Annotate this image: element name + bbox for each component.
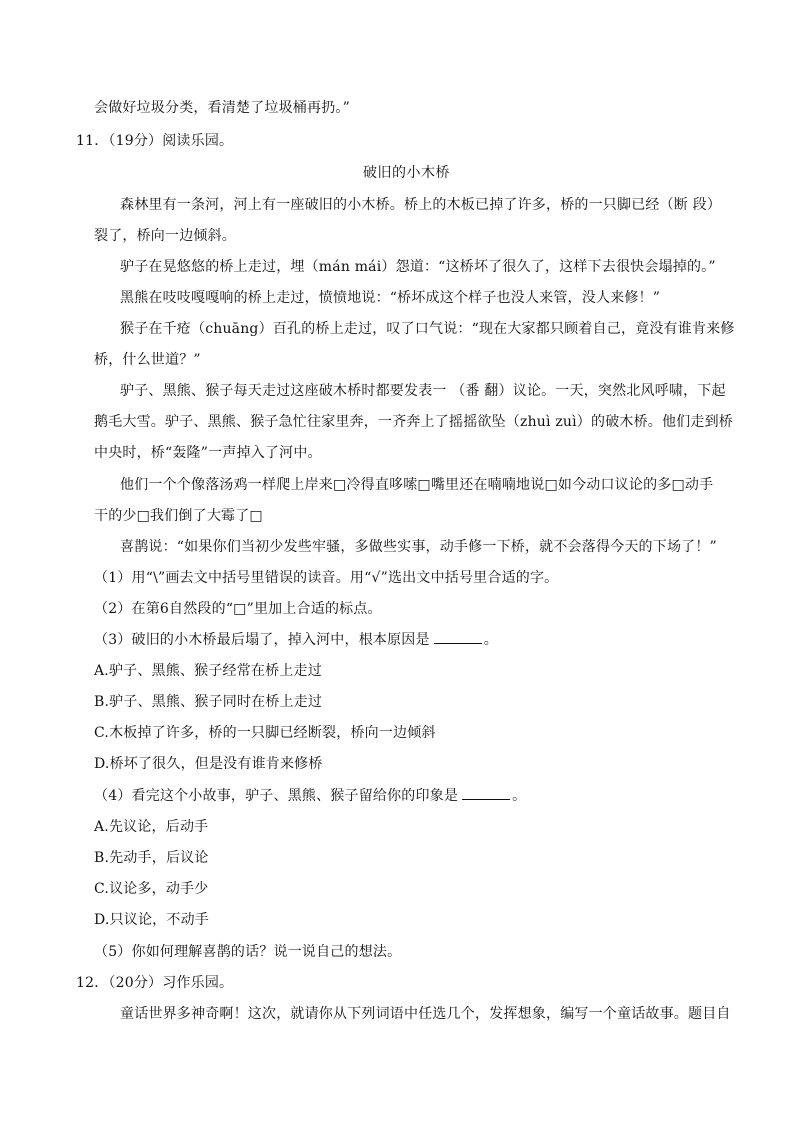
passage-paragraph-line: 黑熊在吱吱嘎嘎响的桥上走过，愤愤地说：“桥坏成这个样子也没人来管，没人来修！” <box>120 290 661 306</box>
sub-question-text: （4）看完这个小故事，驴子、黑熊、猴子留给你的印象是 <box>94 788 459 804</box>
passage-paragraph-line: 森林里有一条河，河上有一座破旧的小木桥。桥上的木板已掉了许多，桥的一只脚已经（断 段） <box>120 197 722 213</box>
answer-blank[interactable] <box>462 786 510 800</box>
answer-blank[interactable] <box>434 630 482 644</box>
choice-option: C.木板掉了许多，桥的一只脚已经断裂，桥向一边倾斜 <box>94 725 436 741</box>
passage-paragraph-line: 中央时，桥“轰隆”一声掉入了河中。 <box>94 445 322 461</box>
sub-question-period: 。 <box>483 632 498 648</box>
question-heading: 11．（19分）阅读乐园。 <box>76 133 234 149</box>
passage-paragraph-line: 裂了，桥向一边倾斜。 <box>94 228 236 244</box>
choice-option: C.议论多，动手少 <box>94 881 209 897</box>
sub-question <box>94 786 526 806</box>
passage-paragraph-line: 猴子在千疮（chuāng）百孔的桥上走过，叹了口气说：“现在大家都只顾着自己，竟没有谁肯来修 <box>120 321 735 337</box>
choice-option: B.驴子、黑熊、猴子同时在桥上走过 <box>94 694 323 710</box>
choice-option: B.先动手，后议论 <box>94 850 209 866</box>
passage-paragraph-line: 鹅毛大雪。驴子、黑熊、猴子急忙往家里奔，一齐奔上了摇摇欲坠（zhuì zuì）的破木桥。他们走到桥 <box>94 414 734 430</box>
passage-paragraph-line: 他们一个个像落汤鸡一样爬上岸来□冷得直哆嗦□嘴里还在喃喃地说□如今动口议论的多□动手 <box>120 477 714 493</box>
choice-option: D.只议论，不动手 <box>94 912 209 928</box>
text-line: 会做好垃圾分类，看清楚了垃圾桶再扔。” <box>94 100 350 116</box>
sub-question: （5）你如何理解喜鹊的话？说一说自己的想法。 <box>94 944 402 960</box>
question-heading: 12．（20分）习作乐园。 <box>76 975 234 991</box>
sub-question <box>94 630 498 650</box>
passage-title: 破旧的小木桥 <box>363 165 450 181</box>
choice-option: A.先议论，后动手 <box>94 819 209 835</box>
passage-paragraph-line: 干的少□我们倒了大霉了□ <box>94 508 263 524</box>
choice-option: A.驴子、黑熊、猴子经常在桥上走过 <box>94 663 322 679</box>
text-line: 童话世界多神奇啊！这次，就请你从下列词语中任选几个，发挥想象，编写一个童话故事。题目自 <box>120 1006 731 1022</box>
passage-paragraph-line: 驴子、黑熊、猴子每天走过这座破木桥时都要发表一 （番 翻）议论。一天，突然北风呼啸，下起 <box>120 383 726 399</box>
passage-paragraph-line: 桥，什么世道？” <box>94 352 201 368</box>
sub-question: （1）用“\”画去文中括号里错误的读音。用“√”选出文中括号里合适的字。 <box>94 570 559 586</box>
sub-question-text: （3）破旧的小木桥最后塌了，掉入河中，根本原因是 <box>94 632 430 648</box>
passage-paragraph-line: 喜鹊说：“如果你们当初少发些牢骚，多做些实事，动手修一下桥，就不会落得今天的下场了！” <box>120 539 717 555</box>
choice-option: D.桥坏了很久，但是没有谁肯来修桥 <box>94 756 323 772</box>
sub-question: （2）在第6自然段的“□”里加上合适的标点。 <box>94 601 382 617</box>
passage-paragraph-line: 驴子在晃悠悠的桥上走过，埋（mán mái）怨道：“这桥坏了很久了，这样下去很快会塌掉的。” <box>120 259 716 275</box>
sub-question-period: 。 <box>512 788 527 804</box>
